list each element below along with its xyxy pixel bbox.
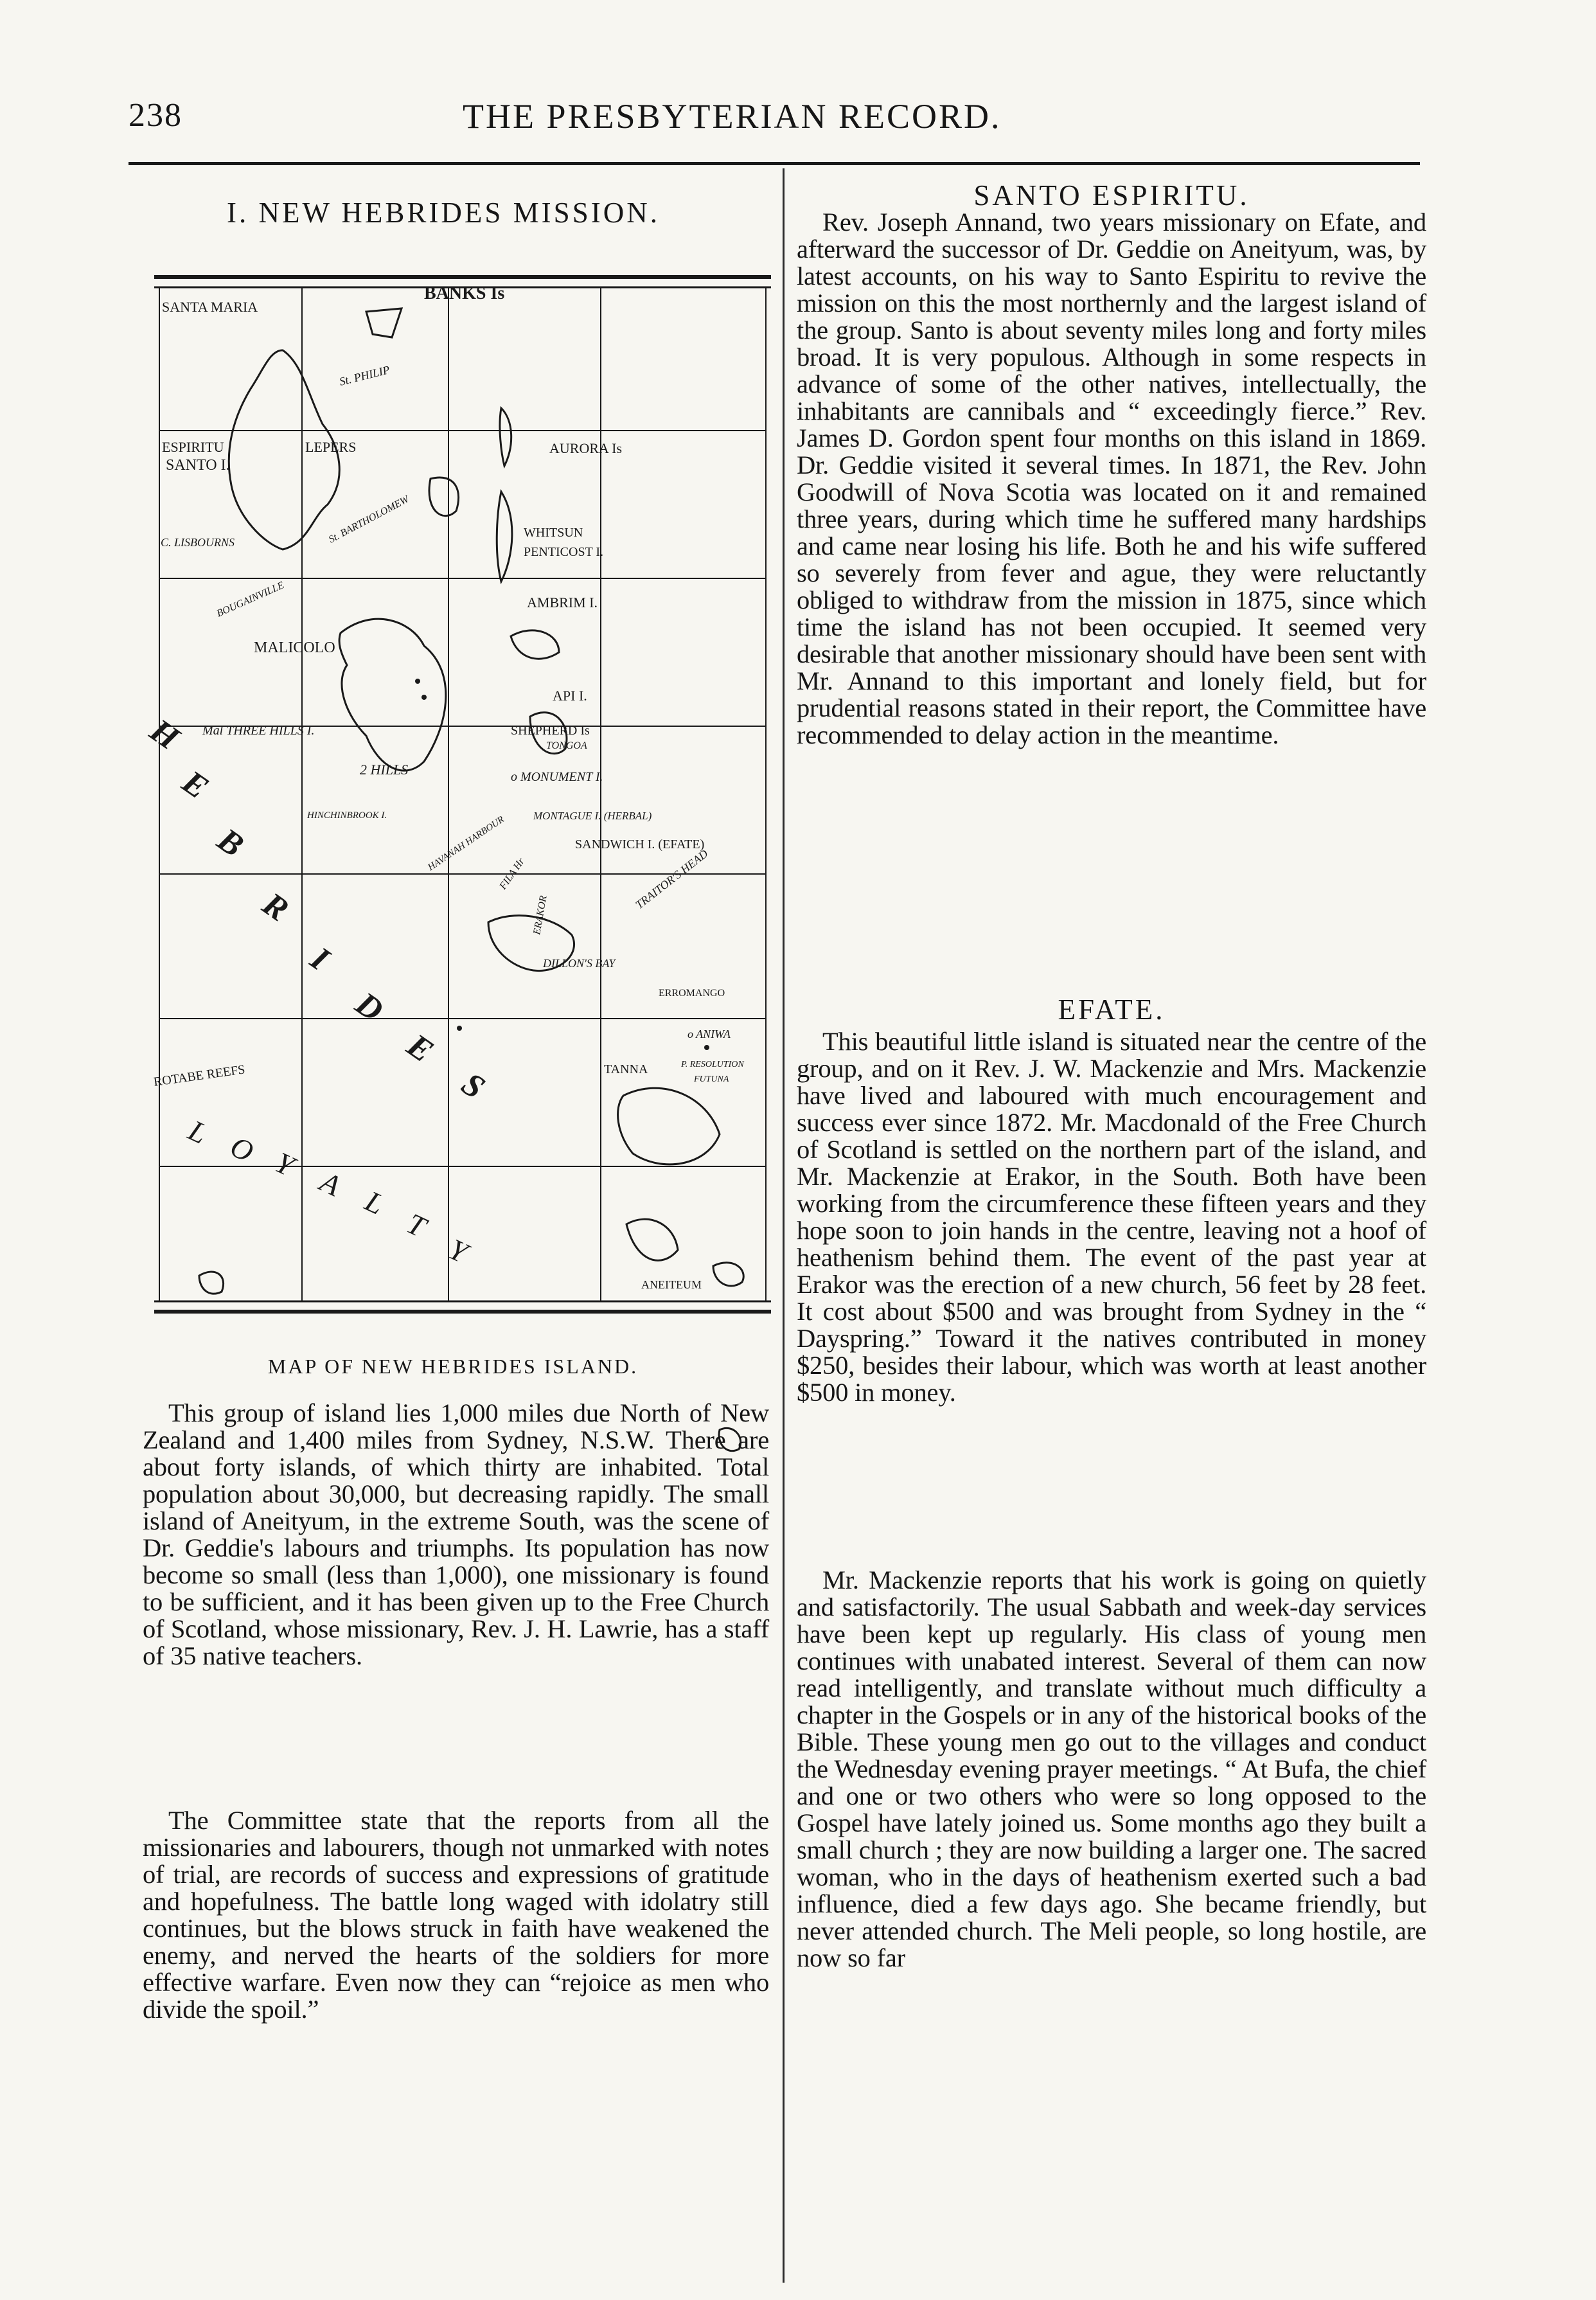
map-labels (143, 283, 744, 1291)
label-erakor: ERAKOR (531, 895, 549, 936)
label-santo: SANTO I. (166, 457, 230, 474)
column-divider (783, 168, 785, 2283)
section-title-santo-espiritu: SANTO ESPIRITU. (973, 179, 1250, 211)
label-banks-is: BANKS Is (424, 283, 505, 303)
label-aniwa: o ANIWA (687, 1028, 731, 1040)
label-port-resolution: P. RESOLUTION (681, 1060, 744, 1069)
paragraph-group-description: This group of island lies 1,000 miles due North of New Zealand and 1,400 miles from Sydney, N.S.W. There are about forty islands, of which thirty are inhabited. Total population about 30,000, but decreasing rapidly. The small island of Aneityum, in the extreme South, was the scene of Dr. Geddie's labours and triumphs. Its population has now become so small (less than 1,000), one missionary is found to be sufficient, and it has been given up to the Free Church of Scotland, whose missionary, Rev. J. H. Lawrie, has a staff of 35 native teachers. (143, 1398, 769, 1670)
lepers-island (429, 477, 459, 516)
label-malicolo: MALICOLO (254, 639, 335, 656)
loyalty-letter: L (360, 1184, 389, 1221)
loyalty-letter: Y (443, 1232, 473, 1269)
label-penticost: PENTICOST I. (524, 545, 604, 559)
label-st-philip: St. PHILIP (338, 363, 391, 388)
label-fila: FILA Hr (497, 856, 527, 892)
label-futuna: FUTUNA (694, 1074, 729, 1084)
label-traitors-head: TRAITOR'S HEAD (633, 847, 711, 912)
paragraph-mackenzie-report: Mr. Mackenzie reports that his work is going on quietly and satisfactorily. The usual Sabbath and week-day services have been kept up regularly. His class of young men continues with unabated interest. Several of them can now read intelligently, and translate without much difficulty a chapter in the Gospels or in any of the historical books of the Bible. These young men go out to the villages and conduct the Wednesday evening prayer meetings. “ At Bufa, the chief and one or two others who were so long opposed to the Gospel have lately joined us. Some months ago they built a small church ; they are now building a larger one. The sacred woman, who in the days of heathenism exerted such a bad influence, died a few days ago. She became friendly, but never attended church. The Meli people, so long hostile, are now so far (797, 1565, 1426, 1972)
malicolo-island (339, 619, 446, 771)
label-hinchinbrook: HINCHINBROOK I. (307, 810, 387, 821)
label-shepherd: SHEPHERD Is (511, 724, 590, 738)
new-hebrides-map (143, 273, 771, 1322)
label-monument: o MONUMENT I. (511, 770, 603, 784)
label-st-bartholomew: St. BARTHOLOMEW (326, 494, 411, 546)
section-title-new-hebrides: I. NEW HEBRIDES MISSION. (227, 197, 660, 229)
label-montague: MONTAGUE I. (HERBAL) (533, 810, 652, 822)
label-erromango: ERROMANGO (659, 988, 725, 999)
penticost-island (497, 492, 512, 582)
tanna-island (626, 1219, 678, 1260)
loyalty-letter: Y (270, 1145, 299, 1182)
aurora-island (500, 408, 511, 466)
label-lepers: LEPERS (305, 439, 357, 455)
label-three-hills: Mal THREE HILLS I. (202, 724, 315, 738)
ambrim-island (511, 630, 559, 659)
label-ambrim: AMBRIM I. (527, 594, 598, 611)
hebrides-letter: B (211, 821, 251, 864)
label-tongoa: TONGOA (546, 740, 587, 751)
loyalty-letter: L (183, 1113, 213, 1150)
hebrides-letter: D (349, 985, 390, 1030)
label-two-hills: 2 HILLS (360, 762, 409, 778)
label-rotabe-reefs: ROTABE REEFS (152, 1062, 246, 1089)
erromango-island (618, 1088, 720, 1164)
hebrides-letter: S (455, 1065, 492, 1107)
label-lisbourns: C. LISBOURNS (161, 536, 235, 549)
hebrides-letter: I (304, 940, 336, 978)
hebrides-letter: H (143, 712, 186, 758)
label-bougainville: BOUGAINVILLE (215, 580, 286, 620)
label-api: API I. (553, 688, 587, 704)
loyalty-letter: A (315, 1164, 346, 1202)
label-santa-maria: SANTA MARIA (162, 299, 258, 315)
loyalty-letter: O (225, 1129, 259, 1169)
running-head: THE PRESBYTERIAN RECORD. (463, 97, 1002, 136)
page-number: 238 (129, 97, 182, 134)
paragraph-santo-espiritu: Rev. Joseph Annand, two years missionary on Efate, and afterward the successor of Dr. Geddie on Aneityum, was, by latest accounts, on his way to Santo Espiritu to revive the mission on this the most northernly and the largest island of the group. Santo is about seventy miles long and forty miles broad. It is very populous. Although in some respects in advance of some of the other natives, intellectually, the inhabitants are cannibals and “ exceedingly fierce.” Rev. James D. Gordon spent four months on this island in 1869. Dr. Geddie visited it several times. In 1871, the Rev. John Goodwill of Nova Scotia was located on it and remained three years, during which time he suffered many hardships and came near losing his life. Both he and his wife suffered so severely from fever and ague, they were reluctantly obliged to withdraw from the mission in 1875, since which time the island has not been occupied. It seemed very desirable that another missionary should have been sent with Mr. Annand to this important and lonely field, but for prudential reasons stated in their report, the Committee have recommended to delay action in the meantime. (797, 208, 1426, 749)
hebrides-lettering (143, 712, 491, 1107)
label-dillon-bay: DILLON'S BAY (543, 957, 616, 970)
header-rule (129, 162, 1420, 165)
hebrides-letter: E (400, 1027, 440, 1070)
section-title-efate: EFATE. (1058, 994, 1166, 1026)
label-sandwich: SANDWICH I. (EFATE) (575, 837, 705, 851)
label-havana: HAVANAH HARBOUR (426, 814, 506, 873)
label-aneiteum: ANEITEUM (641, 1278, 702, 1291)
banks-island (366, 308, 402, 337)
label-whitsun: WHITSUN (524, 526, 583, 540)
map-caption: MAP OF NEW HEBRIDES ISLAND. (267, 1355, 639, 1378)
paragraph-efate-island: This beautiful little island is situated near the centre of the group, and on it Rev. J. W. Mackenzie and Mrs. Mackenzie have lived and laboured with much encouragement and success ever since 1872. Mr. Macdonald of the Free Church of Scotland is settled on the northern part of the island, and Mr. Mackenzie at Erakor, in the South. Both have been working from the circumference these fifteen years and they hope soon to join hands in the centre, leaving not a hoof of heathenism behind them. The event of the past year at Erakor was the erection of a new church, 56 feet by 28 feet. It cost about $500 and was brought from Sydney in the “ Dayspring.” Toward it the natives contributed in money $250, besides their labour, which was worth at least another $500 in money. (797, 1027, 1426, 1407)
loyalty-island (199, 1272, 224, 1294)
hebrides-letter: R (256, 886, 296, 929)
aneiteum-island-south (713, 1263, 743, 1286)
loyalty-lettering (183, 1113, 475, 1270)
hebrides-letter: E (175, 763, 215, 807)
paragraph-committee-reports: The Committee state that the reports from all the missionaries and labourers, though not unmarked with notes of trial, are records of success and expressions of gratitude and hopefulness. The battle long waged with idolatry still continues, but the blows struck in faith have weakened the enemy, and nerved the hearts of the soldiers for more effective warfare. Even now they can “rejoice as men who divide the spoil.” (143, 1806, 769, 2024)
label-espiritu: ESPIRITU (162, 439, 224, 455)
label-aurora: AURORA Is (549, 440, 623, 456)
loyalty-letter: T (402, 1206, 431, 1244)
label-tanna: TANNA (604, 1062, 648, 1076)
